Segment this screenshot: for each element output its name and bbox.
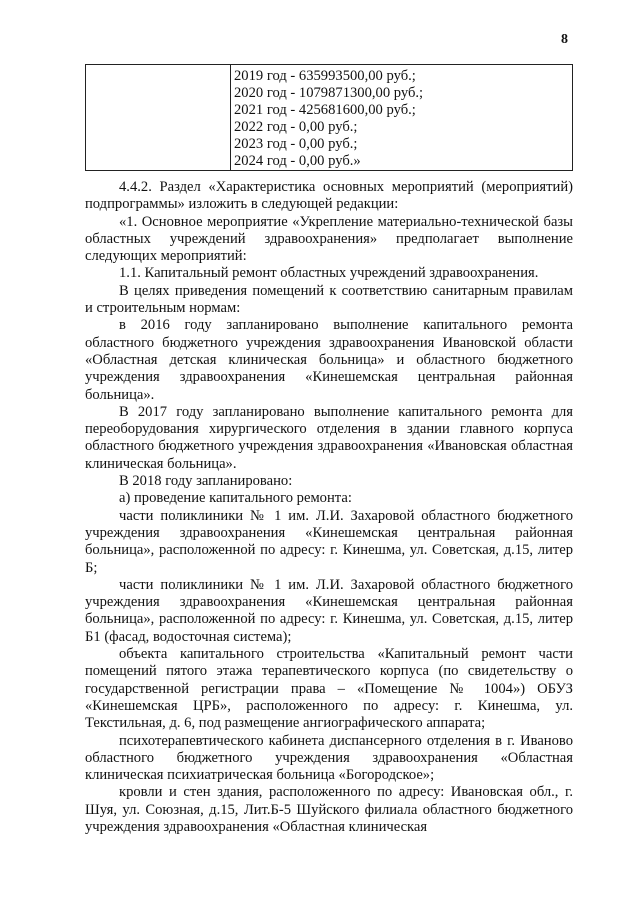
- subsection-title: 1.1. Капитальный ремонт областных учреждений здравоохранения.: [119, 265, 539, 282]
- plan-2017-paragraph: В 2017 году запланировано выполнение капитального ремонта для переоборудования хирургического отделения в здании главного корпуса областного бюджетного учреждения здравоохранения «Ивановская областная клиническая больница».: [85, 403, 573, 472]
- list-item-psychotherapy-cabinet: психотерапевтического кабинета диспансерного отделения в г. Иваново областного бюджетного учреждения здравоохранения «Областная клиническая психиатрическая больница «Богородское»;: [85, 732, 573, 784]
- list-item-a: а) проведение капитального ремонта:: [119, 490, 352, 507]
- section-heading-paragraph: 4.4.2. Раздел «Характеристика основных мероприятий (мероприятий) подпрограммы» изложить в следующей редакции:: [85, 179, 573, 213]
- financing-line-2022: 2022 год - 0,00 руб.;: [234, 119, 358, 135]
- list-item-polyclinic-litera-b1: части поликлиники № 1 им. Л.И. Захаровой областного бюджетного учреждения здравоохранения «Кинешемская центральная районная больница», расположенной по адресу: г. Кинешма, ул. Советская, д.15, литер Б1 (фасад, водосточная система);: [85, 576, 573, 645]
- list-item-polyclinic-litera-b: части поликлиники № 1 им. Л.И. Захаровой областного бюджетного учреждения здравоохранения «Кинешемская центральная районная больница», расположенной по адресу: г. Кинешма, ул. Советская, д.15, литер Б;: [85, 507, 573, 576]
- main-activity-paragraph: «1. Основное мероприятие «Укрепление материально-технической базы областных учреждений здравоохранения» предполагает выполнение следующих мероприятий:: [85, 213, 573, 265]
- financing-line-2024: 2024 год - 0,00 руб.»: [234, 153, 361, 169]
- purpose-paragraph: В целях приведения помещений к соответствию санитарным правилам и строительным нормам:: [85, 282, 573, 317]
- plan-2018-intro: В 2018 году запланировано:: [119, 473, 293, 490]
- plan-2016-paragraph: в 2016 году запланировано выполнение капитального ремонта областного бюджетного учреждения здравоохранения Ивановской области «Областная детская клиническая больница» и областного бюджетного учреждения здравоохранения «Кинешемская центральная районная больница».: [85, 317, 573, 403]
- financing-line-2020: 2020 год - 1079871300,00 руб.;: [234, 85, 424, 101]
- financing-table-values-cell: [231, 65, 573, 171]
- financing-line-2023: 2023 год - 0,00 руб.;: [234, 136, 358, 152]
- financing-line-2021: 2021 год - 425681600,00 руб.;: [234, 102, 416, 118]
- financing-table-left-cell: [86, 65, 231, 171]
- financing-line-2019: 2019 год - 635993500,00 руб.;: [234, 68, 416, 84]
- list-item-roof-walls: кровли и стен здания, расположенного по адресу: Ивановская обл., г. Шуя, ул. Союзная, д.15, Лит.Б-5 Шуйского филиала областного бюджетного учреждения здравоохранения «Областная клиническая: [85, 784, 573, 835]
- financing-table: [85, 64, 573, 171]
- document-body: [85, 179, 573, 836]
- list-item-capital-object: объекта капитального строительства «Капитальный ремонт части помещений пятого этажа терапевтического корпуса (по свидетельству о государственной регистрации права – «Помещение № 1004») ОБУЗ «Кинешемская ЦРБ», расположенного по адресу: г. Кинешма, ул. Текстильная, д. 6, под размещение ангиографического аппарата;: [85, 646, 573, 732]
- page-number: 8: [561, 32, 568, 47]
